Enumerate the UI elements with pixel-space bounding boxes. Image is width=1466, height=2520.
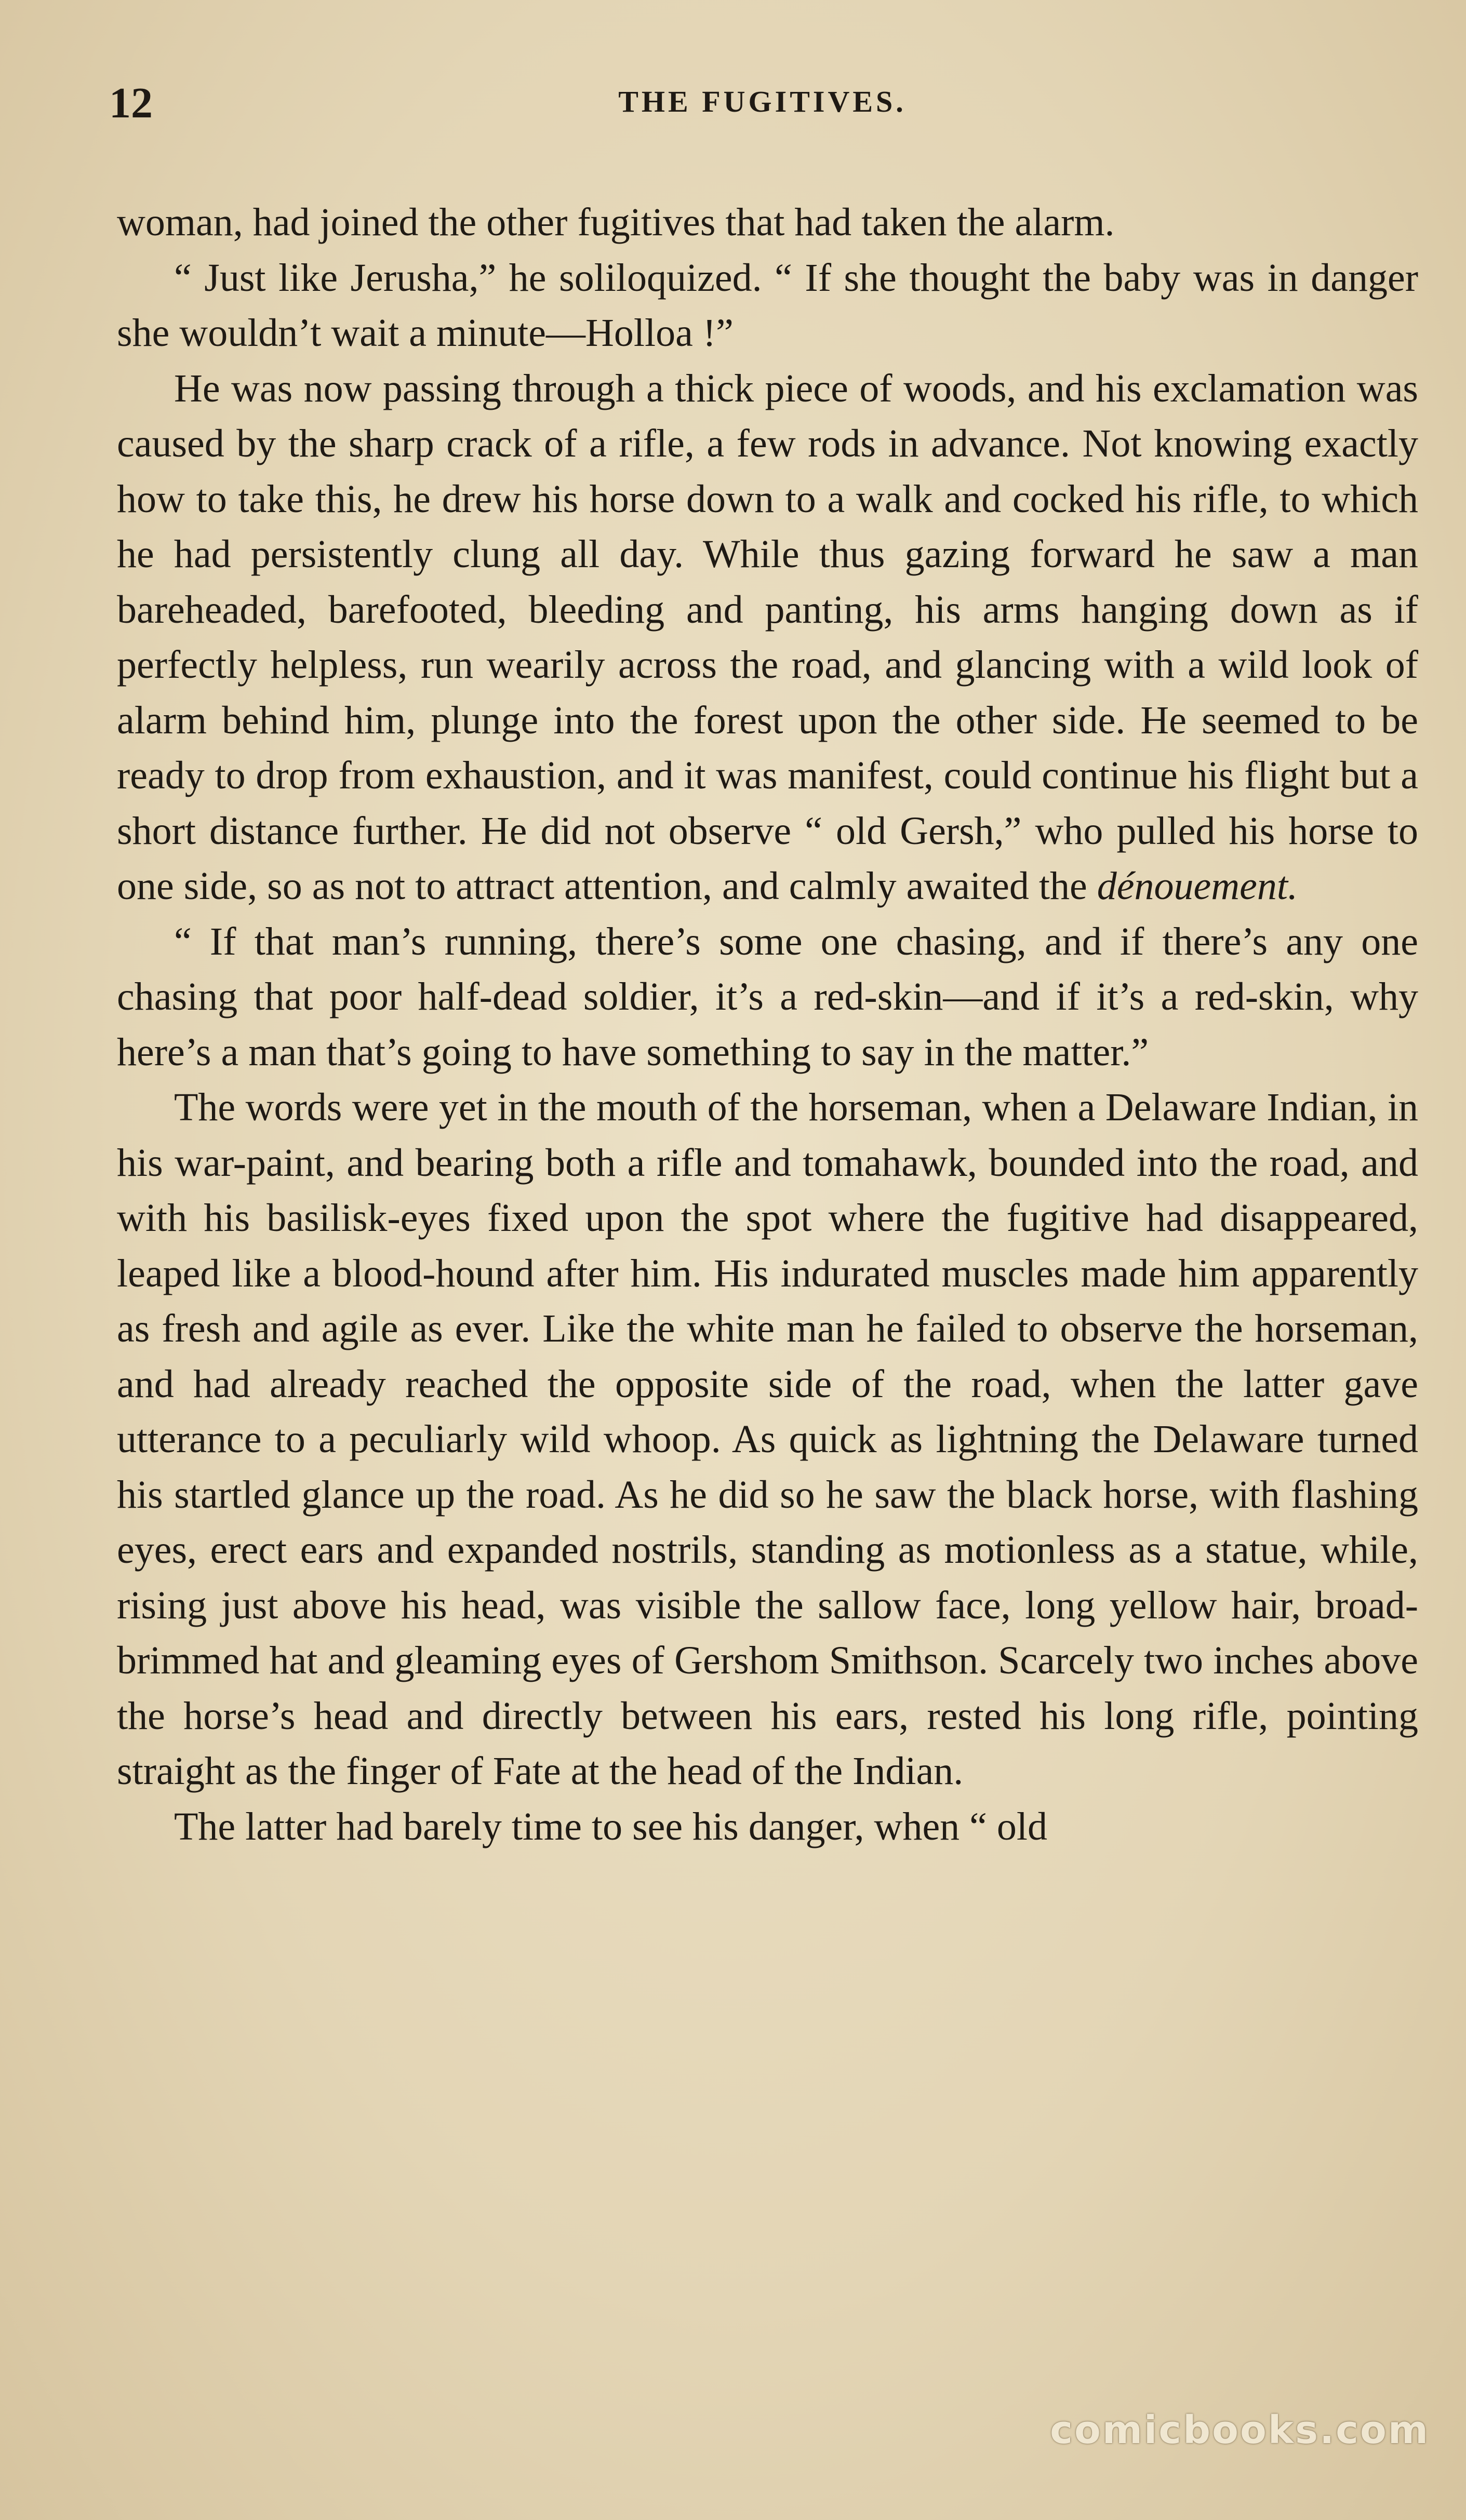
paragraph-3 [117,361,1418,914]
watermark-logo: comicbooks.com [1050,2408,1430,2452]
page-number: 12 [109,79,153,127]
paragraph-6: The latter had barely time to see his danger, when “ old [174,1804,1048,1848]
body-text [117,195,1418,1854]
paragraph-2: “ Just like Jerusha,” he soliloquized. “ If she thought the baby was in danger she wouldn’t wait a minute—Holloa !” [117,256,1418,355]
running-title: THE FUGITIVES. [618,85,907,118]
running-head [109,78,1416,135]
paragraph-3-text: He was now passing through a thick piece of woods, and his exclamation was caused by the sharp crack of a rifle, a few rods in advance. Not knowing exactly how to take this, he drew his horse down to a walk and cocked his rifle, to which he had persistently clung all day. While thus gazing forward he saw a man bareheaded, barefooted, bleeding and panting, his arms hanging down as if perfectly helpless, run wearily across the road, and glancing with a wild look of alarm behind him, plunge into the forest upon the other side. He seemed to be ready to drop from exhaustion, and it was manifest, could continue his flight but a short distance further. He did not observe “ old Gersh,” who pulled his horse to one side, so as not to attract attention, and calmly awaited the [117,366,1418,908]
paragraph-5: The words were yet in the mouth of the horseman, when a Delaware Indian, in his war-paint, and bearing both a rifle and tomahawk, bounded into the road, and with his basilisk-eyes fixed upon the spot where the fugitive had disappeared, leaped like a blood-hound after him. His indurated muscles made him apparently as fresh and agile as ever. Like the white man he failed to observe the horseman, and had already reached the opposite side of the road, when the latter gave utterance to a peculiarly wild whoop. As quick as lightning the Delaware turned his startled glance up the road. As he did so he saw the black horse, with flashing eyes, erect ears and expanded nostrils, standing as motionless as a statue, while, rising just above his head, was visible the sallow face, long yellow hair, broad-brimmed hat and gleaming eyes of Gershom Smithson. Scarcely two inches above the horse’s head and directly between his ears, rested his long rifle, pointing straight as the finger of Fate at the head of the Indian. [117,1085,1418,1793]
italic-word-denouement: dénouement. [1097,864,1298,908]
paragraph-4: “ If that man’s running, there’s some one chasing, and if there’s any one chasing that poor half-dead soldier, it’s a red-skin—and if it’s a red-skin, why here’s a man that’s going to have something to say in the matter.” [117,919,1418,1074]
paragraph-1: woman, had joined the other fugitives that had taken the alarm. [117,200,1115,244]
